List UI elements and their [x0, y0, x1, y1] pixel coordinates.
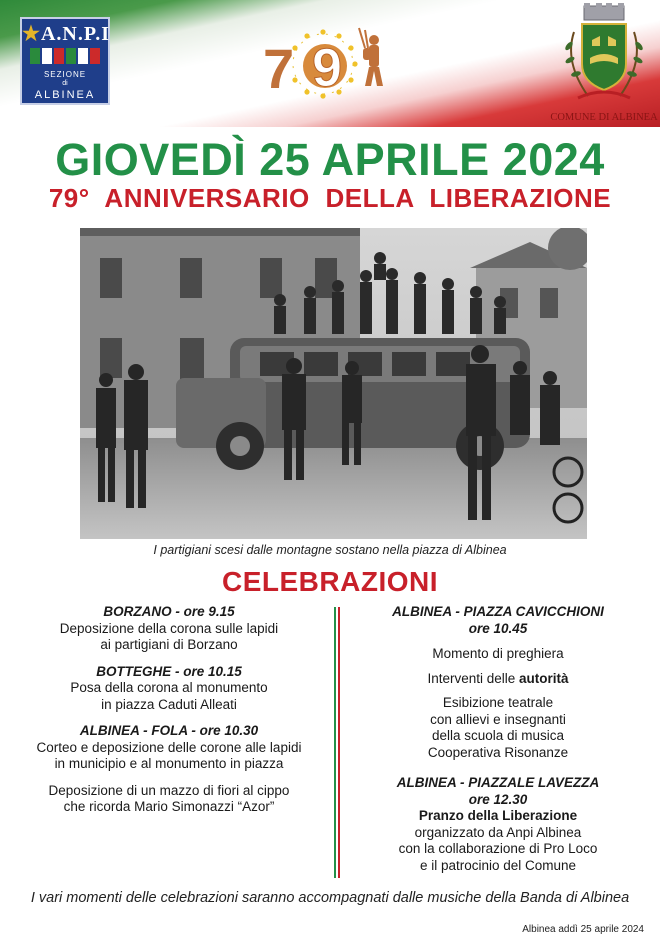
event-line: della scuola di musica	[431, 728, 565, 743]
event-heading: BOTTEGHE - ore 10.15	[96, 663, 242, 679]
event-line: Momento di preghiera	[432, 646, 564, 661]
event-line: organizzato da Anpi Albinea	[414, 824, 582, 840]
dateline: Albinea addì 25 aprile 2024	[522, 924, 644, 935]
comune-label: COMUNE DI ALBINEA	[550, 112, 658, 123]
event-line: Cooperativa Risonanze	[427, 744, 569, 760]
anpi-title-text: A.N.P.I	[40, 23, 110, 45]
section-title: CELEBRAZIONI	[222, 566, 438, 597]
authorities-prefix: Interventi delle	[427, 670, 520, 686]
anpi-section-label: SEZIONE	[43, 70, 87, 79]
page-title: GIOVEDÌ 25 APRILE 2024	[55, 134, 605, 185]
event-line: in piazza Caduti Alleati	[101, 696, 237, 712]
event-piazzale-lavezza	[342, 775, 654, 874]
anpi-place-label: ALBINEA	[34, 89, 96, 101]
event-time: ore 10.45	[468, 620, 528, 636]
photo-caption: I partigiani scesi dalle montagne sostano nella piazza di Albinea	[153, 543, 507, 557]
event-piazza-cavicchioni	[342, 604, 654, 761]
event-heading: ALBINEA - PIAZZA CAVICCHIONI	[392, 604, 604, 619]
event-cippo	[10, 783, 328, 816]
event-line: Deposizione di un mazzo di fiori al cippo	[48, 782, 290, 798]
event-line: Deposizione della corona sulle lapidi	[59, 620, 279, 636]
event-line: Posa della corona al monumento	[70, 680, 268, 695]
event-heading: ALBINEA - FOLA - ore 10.30	[79, 723, 259, 738]
event-line: che ricorda Mario Simonazzi “Azor”	[63, 799, 275, 814]
tricolor-stripes	[30, 48, 100, 64]
authorities-bold: autorità	[519, 670, 569, 686]
number-seven: 7	[263, 37, 295, 100]
page-subtitle: 79° ANNIVERSARIO DELLA LIBERAZIONE	[48, 183, 612, 213]
right-column	[342, 604, 654, 874]
historical-photo	[80, 228, 587, 539]
event-line: e il patrocinio del Comune	[419, 857, 577, 873]
header-band	[0, 0, 660, 127]
event-albinea-fola	[10, 723, 328, 773]
event-line-authorities	[342, 671, 654, 688]
event-line: ai partigiani di Borzano	[100, 637, 238, 652]
piper-figure-icon	[359, 28, 383, 86]
anpi-of-label: di	[62, 80, 68, 87]
event-botteghe	[10, 664, 328, 714]
event-line: Corteo e deposizione delle corone alle lapidi	[36, 739, 302, 755]
comune-coat-of-arms	[548, 2, 660, 127]
partisans-photo-image	[80, 228, 587, 539]
anniversary-79-logo	[255, 26, 385, 106]
anpi-title	[22, 21, 108, 46]
event-line: con la collaborazione di Pro Loco	[398, 841, 598, 856]
event-heading: ALBINEA - PIAZZALE LAVEZZA	[396, 775, 600, 790]
star-icon: ★	[22, 23, 41, 45]
event-line: in municipio e al monumento in piazza	[54, 756, 284, 771]
event-line: Esibizione teatrale	[442, 695, 554, 710]
anpi-logo	[20, 17, 110, 105]
tricolor-divider	[334, 607, 340, 878]
event-line: con allievi e insegnanti	[430, 711, 566, 727]
footer-note: I vari momenti delle celebrazioni saranno accompagnati dalle musiche della Banda di Albinea	[30, 890, 630, 906]
event-heading: BORZANO - ore 9.15	[103, 604, 235, 619]
coat-of-arms-icon	[548, 2, 660, 107]
event-lunch: Pranzo della Liberazione	[418, 808, 578, 823]
event-borzano	[10, 604, 328, 654]
event-time: ore 12.30	[468, 791, 528, 807]
number-nine: 9	[312, 38, 343, 98]
left-column	[10, 604, 328, 826]
